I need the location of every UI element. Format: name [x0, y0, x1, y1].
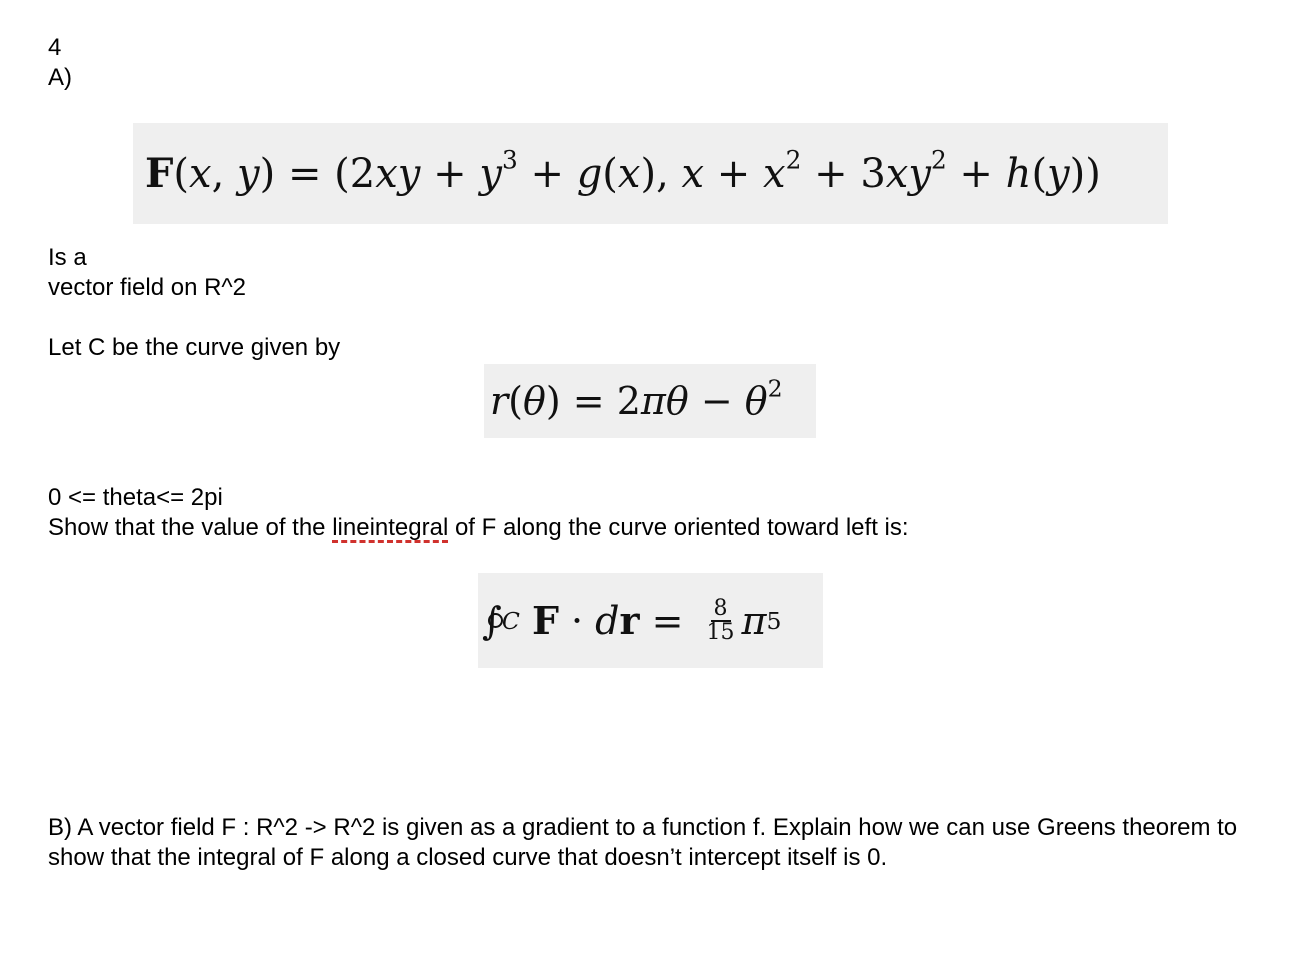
vector-field-formula-text: F(x, $y) = (2xy + y^3 + g(x)$, $x + x^2 + 3xy^2 + h(y)$)	[145, 145, 1101, 197]
curve-formula	[484, 364, 816, 438]
part-b-text: B) A vector field F : R^2 -> R^2 is given as a gradient to a function f. Explain how we can use Greens theorem to show that the integral of F along a closed curve that doesn’t intercept itself is 0.	[48, 814, 1238, 871]
theta-range-text: 0 <= theta<= 2pi	[48, 484, 223, 511]
fraction: $\frac{8}{15}$	[706, 595, 735, 645]
result-formula-text: ∫ C F · d r = $\frac{8}{15}$ π 5	[482, 595, 782, 645]
part-a-label: A)	[48, 64, 72, 91]
let-c-text: Let C be the curve given by	[48, 334, 341, 361]
vector-field-formula	[133, 123, 1168, 224]
vector-field-on-text: vector field on R^2	[48, 274, 247, 301]
contour-integral-icon: ∫	[482, 598, 502, 643]
result-formula	[478, 573, 823, 668]
show-that-suffix: of F along the curve oriented toward left is:	[448, 514, 909, 541]
is-a-text: Is a	[48, 244, 87, 271]
show-that-prefix: Show that the value of the	[48, 514, 333, 541]
curve-formula-text: $r(\theta) = 2\pi\theta - \theta^2$	[490, 374, 783, 423]
problem-number: 4	[48, 34, 62, 61]
show-that-text	[48, 513, 909, 543]
spellcheck-word: lineintegral	[332, 514, 449, 541]
